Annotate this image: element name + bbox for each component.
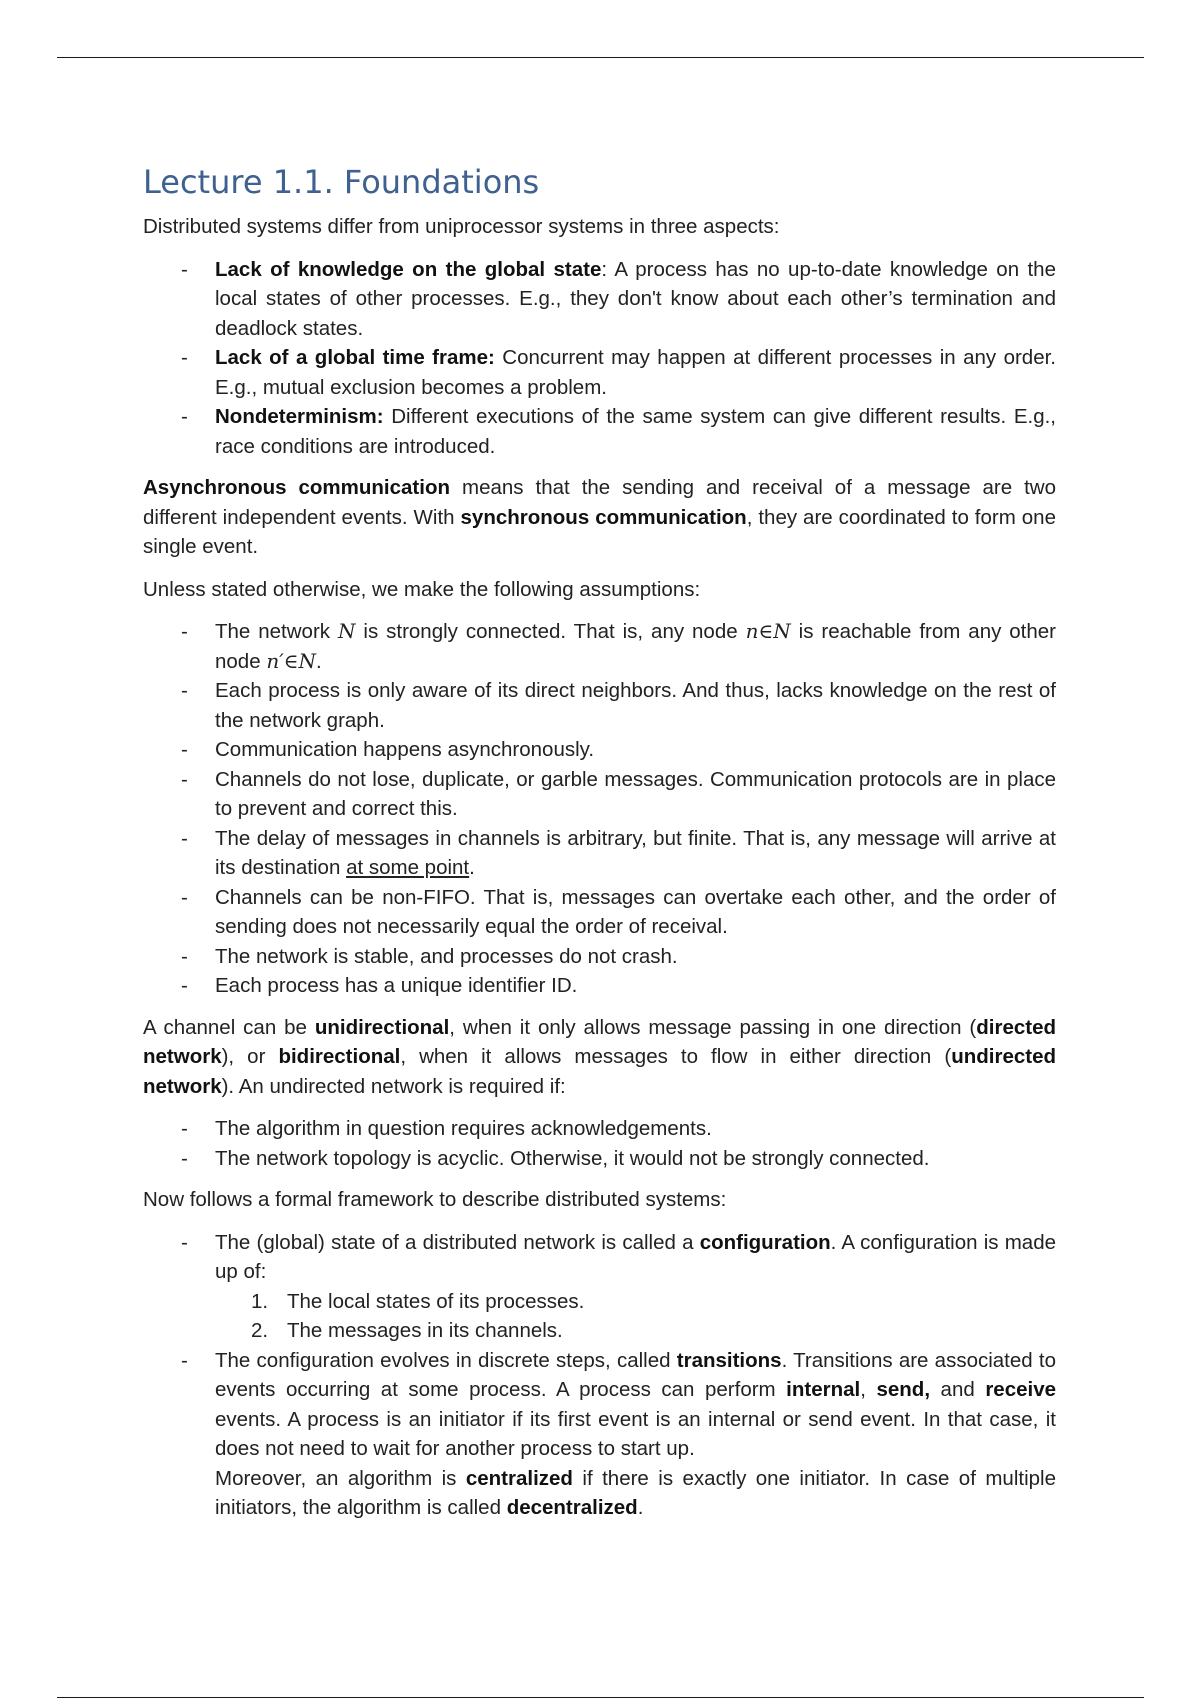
page-title: Lecture 1.1. Foundations (143, 163, 540, 201)
list-item: - Channels can be non-FIFO. That is, messages can overtake each other, and the order of sending does not necessarily equal the order of receival. (181, 885, 1056, 938)
list-item: - Each process is only aware of its direct neighbors. And thus, lacks knowledge on the rest of the network graph. (181, 679, 1056, 732)
intro-paragraph: Distributed systems differ from uniprocessor systems in three aspects: (143, 215, 780, 238)
list-item: - The network is stable, and processes do not crash. (181, 944, 678, 968)
async-paragraph: Asynchronous communication means that the sending and receival of a message are two different independent events. With synchronous communication, they are coordinated to form one single event. (143, 476, 1056, 558)
list-item: - Lack of knowledge on the global state: A process has no up-to-date knowledge on the local states of other processes. E.g., they don't know about each other’s termination and deadlock states. (181, 257, 1056, 340)
list-item: - The algorithm in question requires acknowledgements. (181, 1117, 712, 1140)
list-item: - Communication happens asynchronously. (181, 738, 595, 761)
list-item: - Nondeterminism: Different executions of the same system can give different results. E.g., race conditions are introduced. (181, 405, 1056, 458)
aspects-list (143, 255, 1056, 462)
header-rule (57, 57, 1144, 58)
list-item: - The (global) state of a distributed network is called a configuration. A configuration is made up of: 1. The local states of its processes. 2. The messages in its channels. (143, 1228, 1056, 1346)
list-item: - Lack of a global time frame: Concurrent may happen at different processes in any order. E.g., mutual exclusion becomes a problem. (181, 346, 1056, 399)
list-item: - Channels do not lose, duplicate, or garble messages. Communication protocols are in place to prevent and correct this. (181, 767, 1056, 820)
list-item: 2. The messages in its channels. (251, 1319, 563, 1342)
framework-list (143, 1228, 1056, 1523)
list-item: 1. The local states of its processes. (251, 1289, 585, 1313)
channel-paragraph: A channel can be unidirectional, when it only allows message passing in one direction (directed network), or bidirectional, when it allows messages to flow in either direction (undirected network). An undirected network is required if: (143, 1015, 1057, 1098)
document-body (143, 162, 1056, 1535)
list-item: - The network N is strongly connected. That is, any node n∈N is reachable from any other node n′∈N. (181, 619, 1056, 673)
list-item: - Each process has a unique identifier ID. (181, 974, 578, 997)
framework-intro: Now follows a formal framework to describe distributed systems: (143, 1188, 727, 1211)
list-item: - The configuration evolves in discrete steps, called transitions. Transitions are associated to events occurring at some process. A process can perform internal, send, and receive events. A process is an initiator if its first event is an internal or send event. In that case, it does not need to wait for another process to start up. Moreover, an algorithm is centralized if there is exactly one initiator. In case of multiple initiators, the algorithm is called decentralized. (181, 1348, 1057, 1519)
assumptions-intro: Unless stated otherwise, we make the following assumptions: (143, 577, 701, 601)
assumptions-list (143, 617, 1056, 1001)
undirected-reasons-list (143, 1114, 1056, 1173)
list-item: - The network topology is acyclic. Otherwise, it would not be strongly connected. (181, 1146, 930, 1170)
footer-rule (57, 1697, 1144, 1698)
config-parts-list (215, 1287, 1056, 1346)
list-item: - The delay of messages in channels is arbitrary, but finite. That is, any message will arrive at its destination at some point. (181, 826, 1056, 879)
